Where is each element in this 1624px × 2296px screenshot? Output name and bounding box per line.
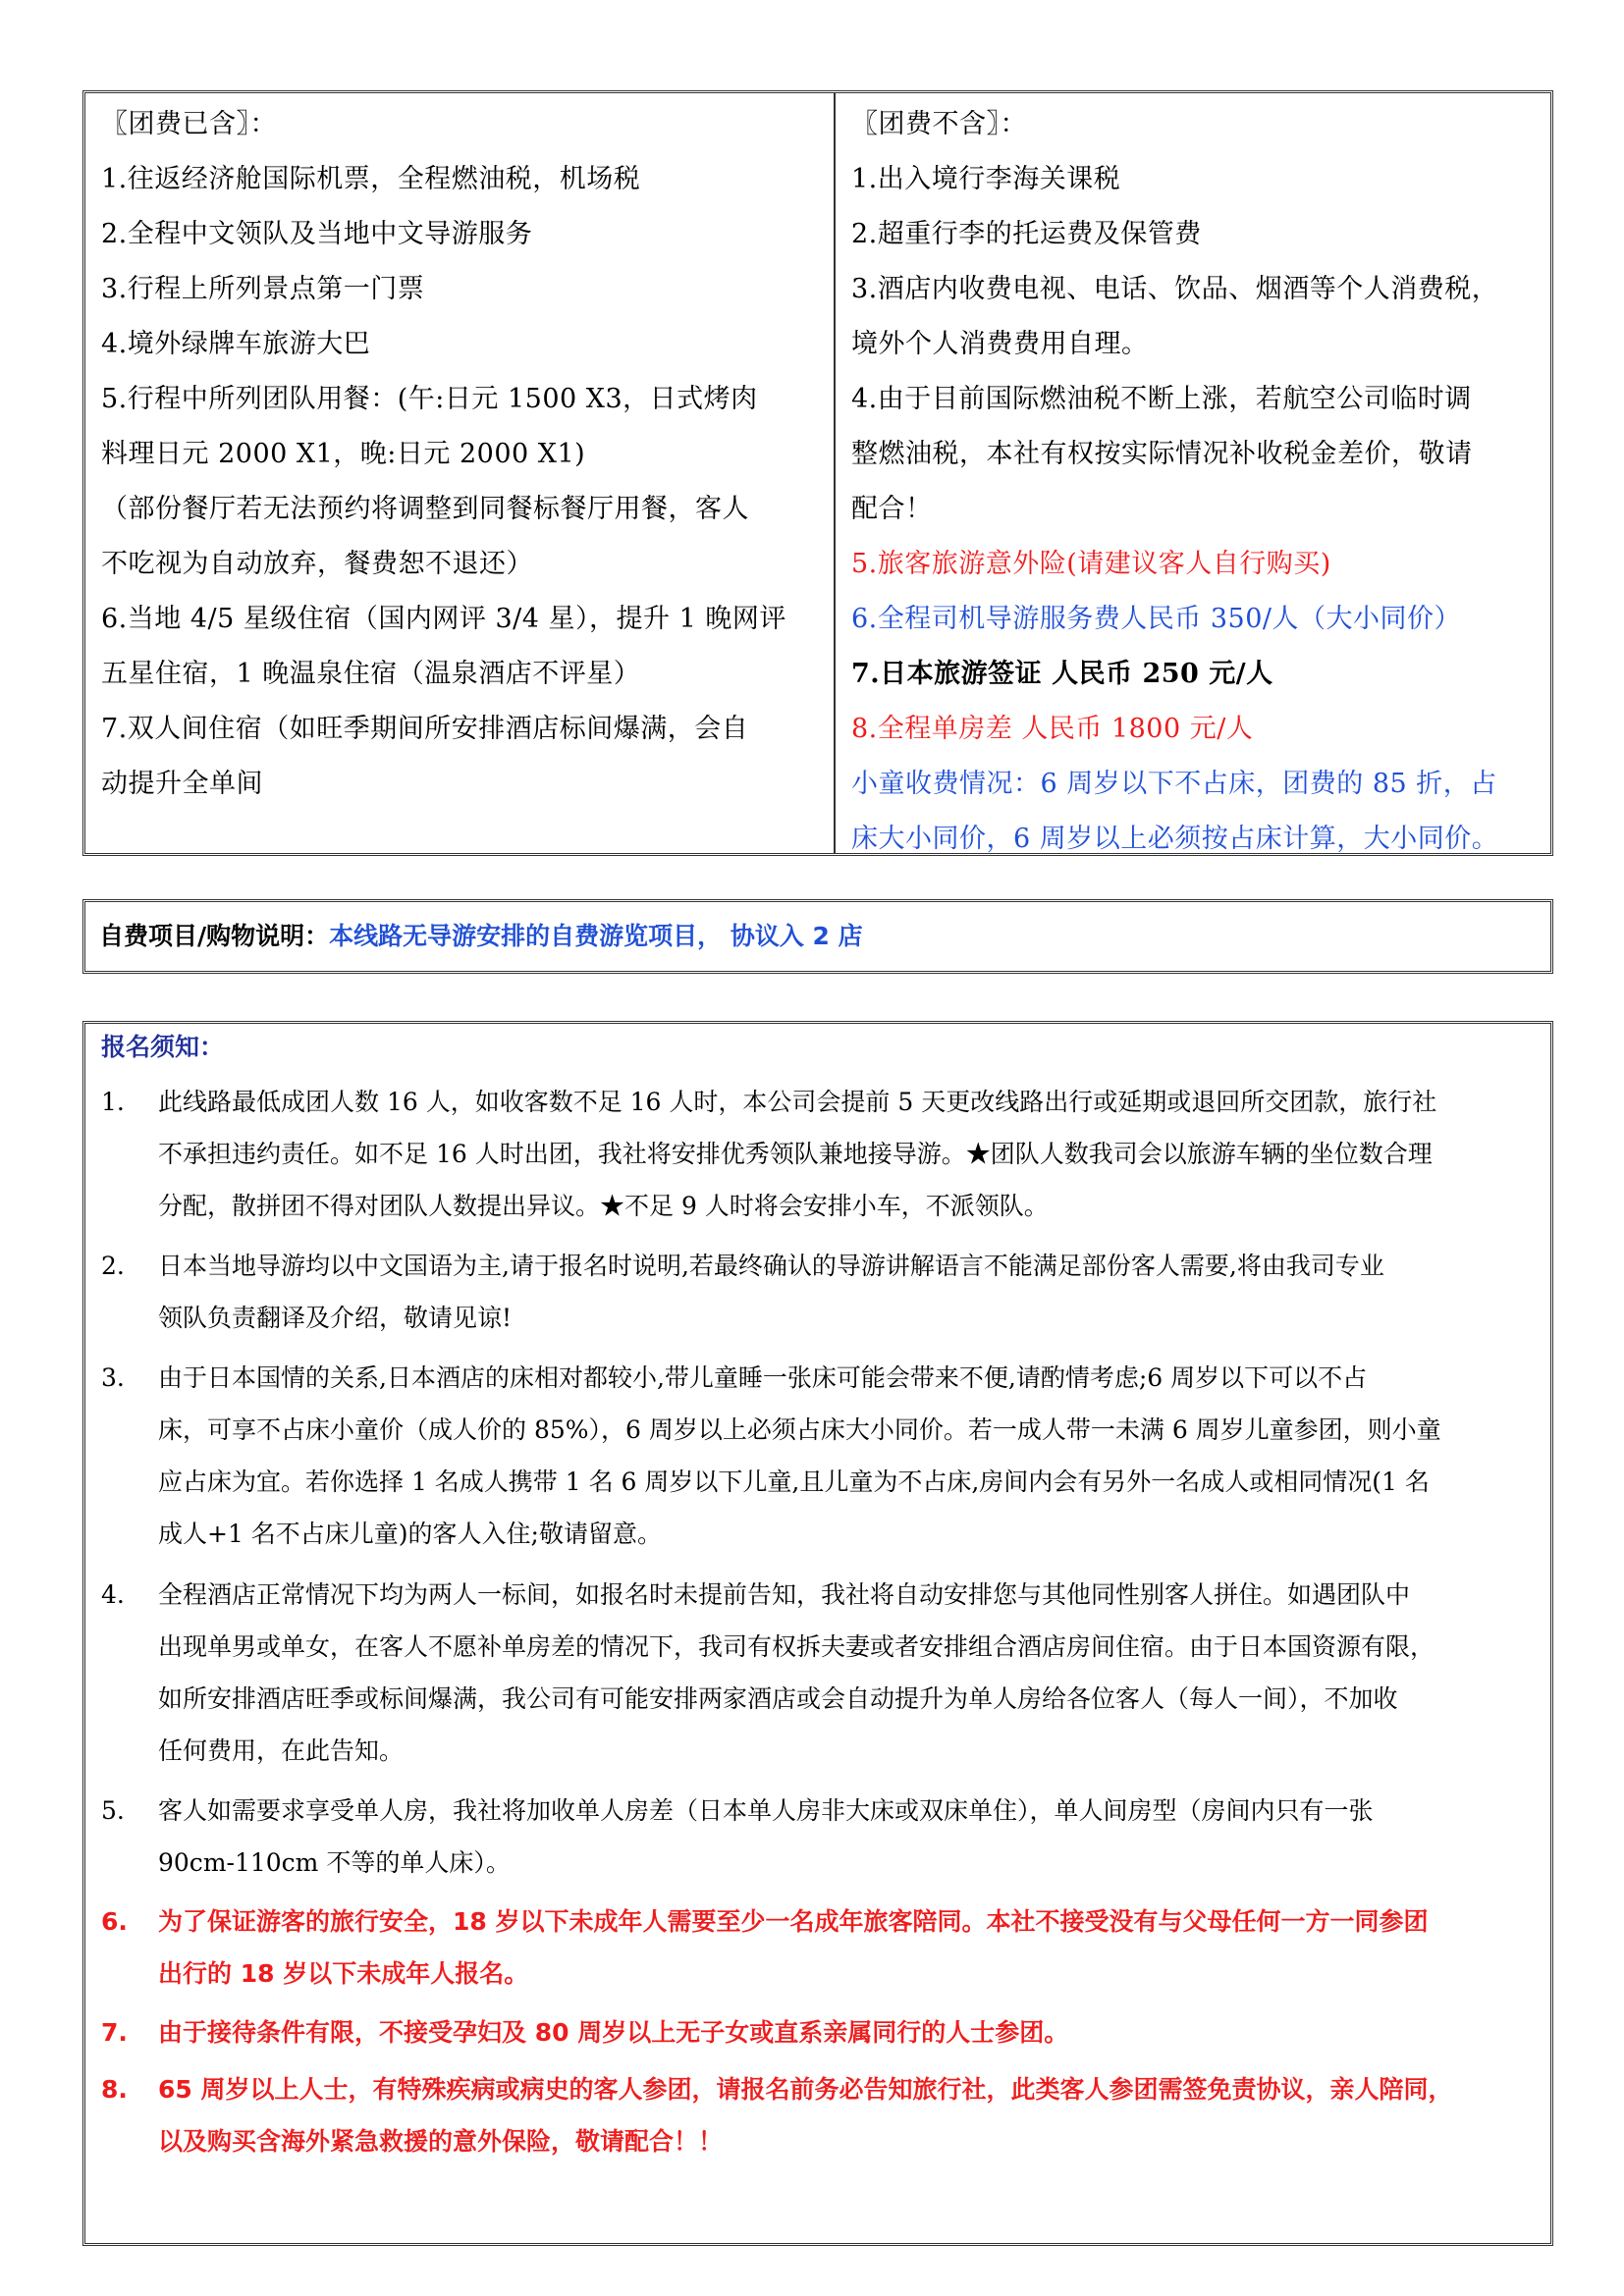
fees-table: [82, 90, 1553, 856]
fees-included-line: （部份餐厅若无法预约将调整到同餐标餐厅用餐，客人: [101, 494, 749, 524]
fees-included-line: 料理日元 2000 X1，晚:日元 2000 X1): [101, 439, 586, 469]
fees-included-line: 不吃视为自动放弃，餐费恕不退还）: [101, 549, 533, 579]
notice-item-text: [158, 1240, 1384, 1344]
notice-line: 全程酒店正常情况下均为两人一标间，如报名时未提前告知，我社将自动安排您与其他同性别客人拼住。如遇团队中: [158, 1580, 1411, 1609]
fees-included-line: 4.境外绿牌车旅游大巴: [101, 329, 371, 359]
fees-excluded-column: [836, 93, 1550, 853]
fees-included-line: 1.往返经济舱国际机票，全程燃油税，机场税: [101, 164, 641, 194]
fees-included-title: 〖团费已含〗：: [101, 109, 277, 139]
fees-included-column: [85, 93, 836, 853]
notice-line: 如所安排酒店旺季或标间爆满，我公司有可能安排两家酒店或会自动提升为单人房给各位客人（每人一间），不加收: [158, 1684, 1398, 1713]
notice-item-number: 7.: [101, 2018, 128, 2047]
fees-excluded-line: 整燃油税，本社有权按实际情况补收税金差价，敬请: [851, 439, 1473, 469]
notice-line: 90cm-110cm 不等的单人床）。: [158, 1848, 511, 1877]
notice-item-number: 4.: [101, 1580, 125, 1609]
fees-included-line: 3.行程上所列景点第一门票: [101, 274, 425, 304]
notice-line: 以及购买含海外紧急救援的意外保险，敬请配合！！: [158, 2127, 724, 2156]
notice-item-text: [158, 1076, 1436, 1232]
fees-excluded-line: 1.出入境行李海关课税: [851, 164, 1121, 194]
notice-line: 出现单男或单女，在客人不愿补单房差的情况下，我司有权拆夫妻或者安排组合酒店房间住宿。由于日本国资源有限，: [158, 1632, 1435, 1661]
notice-line: 成人+1 名不占床儿童)的客人入住;敬请留意。: [158, 1520, 662, 1548]
notice-line: 日本当地导游均以中文国语为主,请于报名时说明,若最终确认的导游讲解语言不能满足部份客人需要,将由我司专业: [158, 1252, 1384, 1280]
notice-title: 报名须知：: [101, 1033, 225, 1061]
notice-line: 为了保证游客的旅行安全，18 岁以下未成年人需要至少一名成年旅客陪同。本社不接受没有与父母任何一方一同参团: [158, 1907, 1429, 1936]
notice-line: 由于日本国情的关系,日本酒店的床相对都较小,带儿童睡一张床可能会带来不便,请酌情考虑;6 周岁以下可以不占: [158, 1363, 1368, 1392]
fees-excluded-insurance: 5.旅客旅游意外险(请建议客人自行购买): [851, 549, 1331, 579]
notice-item-number: 1.: [101, 1088, 125, 1116]
fees-included-line: 五星住宿，1 晚温泉住宿（温泉酒店不评星）: [101, 659, 641, 689]
selfpay-value: 本线路无导游安排的自费游览项目， 协议入 2 店: [329, 922, 863, 950]
notice-line: 分配，散拼团不得对团队人数提出异议。★不足 9 人时将会安排小车，不派领队。: [158, 1192, 1049, 1220]
notice-line: 此线路最低成团人数 16 人，如收客数不足 16 人时，本公司会提前 5 天更改线路出行或延期或退回所交团款，旅行社: [158, 1088, 1437, 1116]
fees-excluded-visa: 7.日本旅游签证 人民币 250 元/人: [851, 659, 1273, 689]
notice-line: 由于接待条件有限，不接受孕妇及 80 周岁以上无子女或直系亲属同行的人士参团。: [158, 2018, 1069, 2047]
notice-line: 65 周岁以上人士，有特殊疾病或病史的客人参团，请报名前务必告知旅行社，此类客人参团需签免责协议，亲人陪同，: [158, 2075, 1453, 2104]
notice-item-number: 6.: [101, 1907, 128, 1936]
fees-excluded-line: 2.超重行李的托运费及保管费: [851, 219, 1202, 249]
notice-line: 任何费用，在此告知。: [158, 1736, 405, 1765]
fees-excluded-service-fee: 6.全程司机导游服务费人民币 350/人（大小同价）: [851, 604, 1461, 634]
selfpay-label: 自费项目/购物说明：: [99, 922, 330, 950]
notice-item-text: [158, 1569, 1435, 1777]
fees-included-line: 5.行程中所列团队用餐：(午:日元 1500 X3，日式烤肉: [101, 384, 758, 414]
selfpay-text: [99, 920, 863, 953]
notice-item-number: 3.: [101, 1363, 125, 1392]
notice-item-text: [158, 2063, 1453, 2167]
fees-excluded-child-policy: 小童收费情况：6 周岁以下不占床，团费的 85 折，占: [851, 769, 1497, 799]
notice-item-text: [158, 2006, 1068, 2058]
notice-item-number: 8.: [101, 2075, 128, 2104]
fees-included-line: 7.双人间住宿（如旺季期间所安排酒店标间爆满，会自: [101, 714, 749, 744]
notice-line: 床，可享不占床小童价（成人价的 85%），6 周岁以上必须占床大小同价。若一成人带一未满 6 周岁儿童参团，则小童: [158, 1415, 1441, 1444]
fees-included-line: 6.当地 4/5 星级住宿（国内网评 3/4 星），提升 1 晚网评: [101, 604, 786, 634]
notice-line: 应占床为宜。若你选择 1 名成人携带 1 名 6 周岁以下儿童,且儿童为不占床,房间内会有另外一名成人或相同情况(1 名: [158, 1468, 1430, 1496]
fees-included-line: 动提升全单间: [101, 769, 263, 799]
notice-line: 领队负责翻译及介绍，敬请见谅!: [158, 1304, 513, 1332]
notice-item-text: [158, 1352, 1441, 1560]
fees-excluded-line: 3.酒店内收费电视、电话、饮品、烟酒等个人消费税，: [851, 274, 1499, 304]
notice-item-number: 5.: [101, 1796, 125, 1825]
notice-item-text: [158, 1896, 1429, 2000]
notice-line: 不承担违约责任。如不足 16 人时出团，我社将安排优秀领队兼地接导游。★团队人数我司会以旅游车辆的坐位数合理: [158, 1140, 1433, 1168]
notice-line: 客人如需要求享受单人房，我社将加收单人房差（日本单人房非大床或双床单住），单人间房型（房间内只有一张: [158, 1796, 1374, 1825]
notice-item-text: [158, 1785, 1374, 1889]
notice-line: 出行的 18 岁以下未成年人报名。: [158, 1959, 529, 1988]
notice-box: [82, 1021, 1553, 2246]
notice-item-number: 2.: [101, 1252, 125, 1280]
fees-excluded-line: 4.由于目前国际燃油税不断上涨，若航空公司临时调: [851, 384, 1472, 414]
fees-excluded-single-room: 8.全程单房差 人民币 1800 元/人: [851, 714, 1254, 744]
selfpay-box: [82, 899, 1553, 974]
fees-excluded-title: 〖团费不含〗：: [851, 109, 1027, 139]
fees-included-line: 2.全程中文领队及当地中文导游服务: [101, 219, 533, 249]
fees-excluded-child-policy: 床大小同价，6 周岁以上必须按占床计算，大小同价。: [851, 824, 1499, 854]
fees-excluded-line: 配合！: [851, 494, 933, 524]
fees-excluded-line: 境外个人消费费用自理。: [851, 329, 1149, 359]
